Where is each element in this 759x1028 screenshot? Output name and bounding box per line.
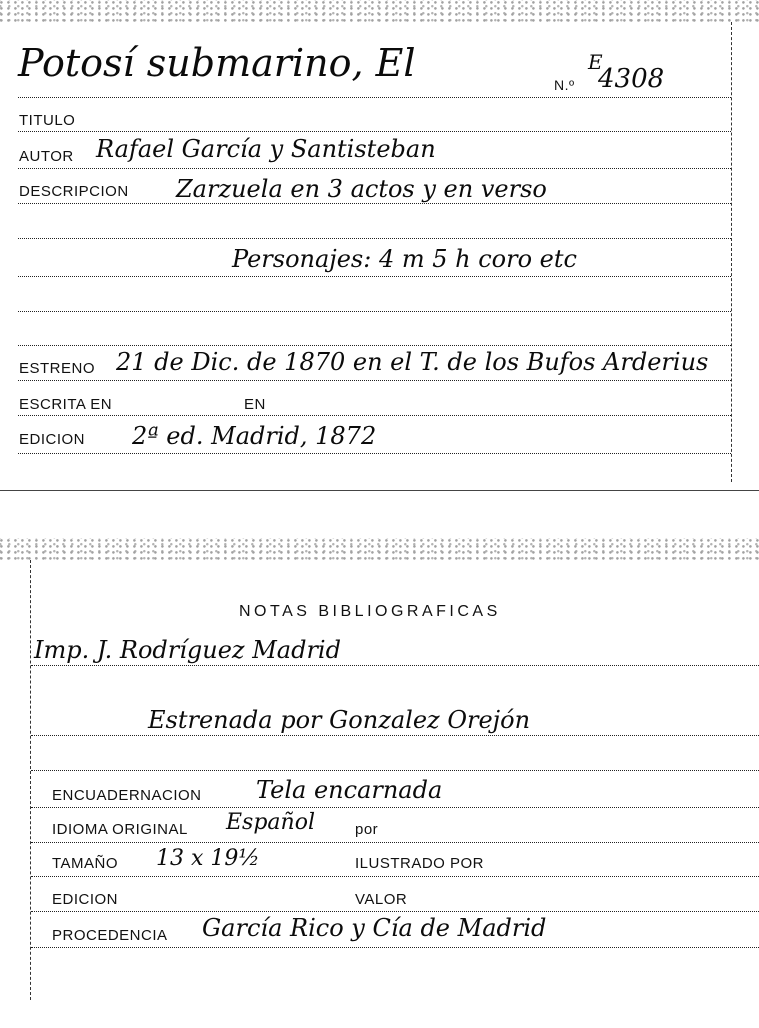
rule-titulo xyxy=(18,131,731,132)
descripcion-value: Zarzuela en 3 actos y en verso xyxy=(176,175,547,203)
rule-blank-2 xyxy=(18,311,731,312)
ilustrado-label: ILUSTRADO POR xyxy=(355,855,485,872)
rule-notes-2 xyxy=(31,735,759,736)
escrita-en-label: ESCRITA EN xyxy=(19,396,113,413)
encuadernacion-label: ENCUADERNACION xyxy=(52,787,202,804)
card-edge-speckle xyxy=(0,538,759,560)
estreno-value: 21 de Dic. de 1870 en el T. de los Bufos Arderius xyxy=(116,348,709,376)
idioma-label: IDIOMA ORIGINAL xyxy=(52,821,188,838)
rule-idioma xyxy=(31,842,759,843)
notes-line-1: Imp. J. Rodríguez Madrid xyxy=(34,636,341,664)
edicion-value: 2ª ed. Madrid, 1872 xyxy=(132,422,377,450)
tamano-value: 13 x 19½ xyxy=(156,846,260,871)
card-bottom-edge xyxy=(0,490,759,491)
rule-descripcion xyxy=(18,203,731,204)
procedencia-value: García Rico y Cía de Madrid xyxy=(202,914,547,942)
card-edge-speckle xyxy=(0,0,759,22)
rule-blank-3 xyxy=(18,345,731,346)
rule-encuadernacion xyxy=(31,807,759,808)
catalog-card-top xyxy=(0,0,759,495)
idioma-value: Español xyxy=(226,810,315,835)
rule-blank-1 xyxy=(18,238,731,239)
edicion-label: EDICION xyxy=(19,431,86,448)
en-label: EN xyxy=(244,396,266,413)
number-prefix: E xyxy=(588,50,603,74)
autor-label: AUTOR xyxy=(19,148,74,165)
procedencia-label: PROCEDENCIA xyxy=(52,927,168,944)
autor-value: Rafael García y Santisteban xyxy=(96,135,436,163)
number-label: N.º xyxy=(554,77,575,93)
encuadernacion-value: Tela encarnada xyxy=(256,776,443,804)
card-left-edge xyxy=(30,560,31,1000)
catalog-card-bottom xyxy=(0,530,759,1028)
descripcion-label: DESCRIPCION xyxy=(19,183,129,200)
edicion-label-2: EDICION xyxy=(52,891,119,908)
personajes-value: Personajes: 4 m 5 h coro etc xyxy=(232,245,577,273)
notas-header: NOTAS BIBLIOGRAFICAS xyxy=(239,603,501,620)
estreno-label: ESTRENO xyxy=(19,360,96,377)
rule-notes-1 xyxy=(31,665,759,666)
rule-edicion-2 xyxy=(31,911,759,912)
catalog-number: 4308 xyxy=(598,64,665,94)
card-right-edge xyxy=(731,22,732,482)
rule-autor xyxy=(18,168,731,169)
rule-procedencia xyxy=(31,947,759,948)
rule-estreno xyxy=(18,380,731,381)
rule-personajes xyxy=(18,276,731,277)
por-label: por xyxy=(355,821,379,838)
rule-escrita xyxy=(18,415,731,416)
rule-title xyxy=(18,97,731,98)
rule-edicion xyxy=(18,453,731,454)
rule-notes-3 xyxy=(31,770,759,771)
valor-label: VALOR xyxy=(355,891,408,908)
titulo-label: TITULO xyxy=(19,112,76,129)
rule-tamano xyxy=(31,876,759,877)
title-handwritten: Potosí submarino, El xyxy=(18,41,416,85)
tamano-label: TAMAÑO xyxy=(52,855,119,872)
notes-line-2: Estrenada por Gonzalez Orejón xyxy=(148,706,531,734)
